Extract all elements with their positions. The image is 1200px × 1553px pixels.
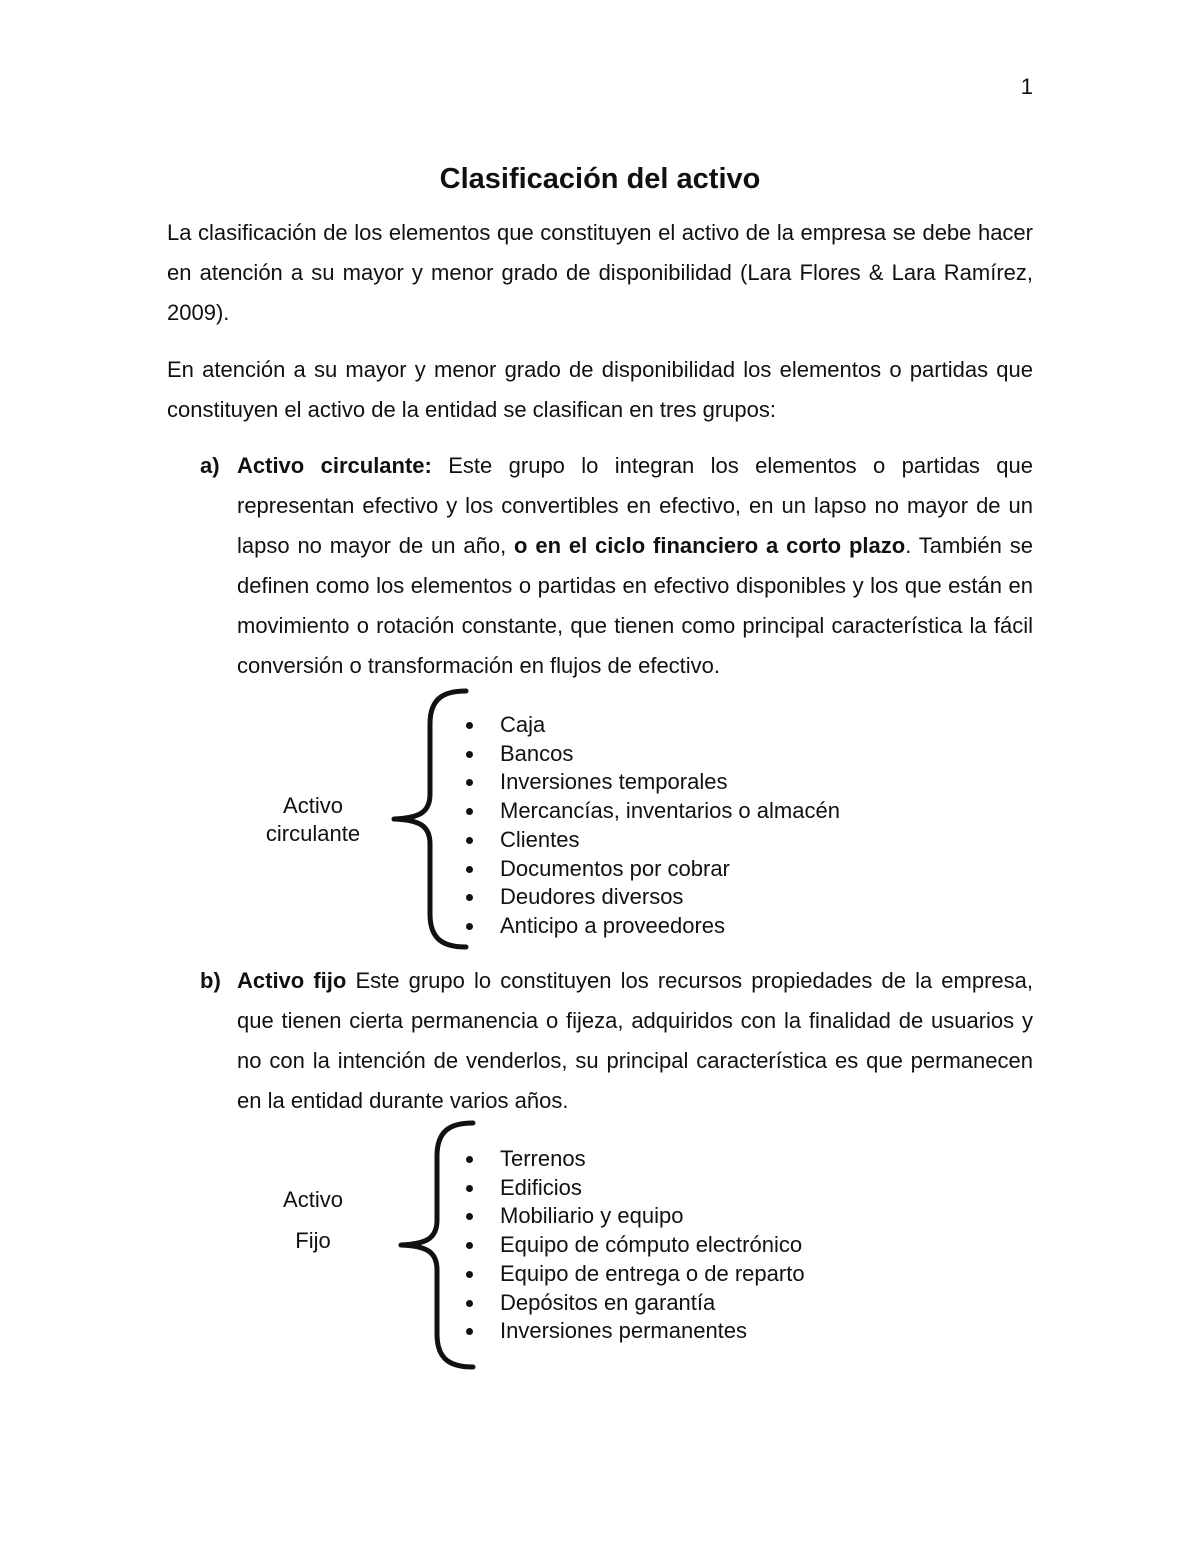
- list-item: Documentos por cobrar: [466, 855, 840, 884]
- bullet-icon: [466, 779, 473, 786]
- list-item: Clientes: [466, 826, 840, 855]
- activo-circulante-list: [466, 711, 840, 941]
- bullet-icon: [466, 894, 473, 901]
- bullet-icon: [466, 1213, 473, 1220]
- section-marker: a): [200, 453, 220, 478]
- bullet-icon: [466, 837, 473, 844]
- section-heading: Activo circulante:: [237, 453, 432, 478]
- section-text: [237, 446, 1033, 686]
- diagram-label-line2: Fijo: [295, 1228, 331, 1253]
- groups-paragraph: En atención a su mayor y menor grado de disponibilidad los elementos o partidas que constituyen el activo de la entidad se clasifican en tres grupos:: [167, 357, 1033, 422]
- section-text-body: Este grupo lo constituyen los recursos propiedades de la empresa, que tienen cierta permanencia o fijeza, adquiridos con la finalidad de usuarios y no con la intención de venderlos, su principal característica es que permanecen en la entidad durante varios años.: [237, 968, 1034, 1113]
- section-heading: Activo fijo: [237, 968, 347, 993]
- list-item: Deudores diversos: [466, 883, 840, 912]
- diagram-label-activo-fijo: [243, 1179, 383, 1261]
- section-activo-fijo: [200, 961, 1033, 1121]
- list-item: Bancos: [466, 740, 840, 769]
- list-item: Mobiliario y equipo: [466, 1202, 805, 1231]
- section-marker: b): [200, 968, 221, 993]
- bullet-icon: [466, 722, 473, 729]
- list-item: Edificios: [466, 1174, 805, 1203]
- bullet-icon: [466, 1156, 473, 1163]
- diagram-label-line1: Activo: [283, 1187, 343, 1212]
- list-item: Inversiones temporales: [466, 768, 840, 797]
- section-text: [237, 961, 1033, 1121]
- bullet-icon: [466, 808, 473, 815]
- list-item: Depósitos en garantía: [466, 1289, 805, 1318]
- bullet-icon: [466, 1300, 473, 1307]
- list-item: Mercancías, inventarios o almacén: [466, 797, 840, 826]
- bullet-icon: [466, 866, 473, 873]
- list-item: Caja: [466, 711, 840, 740]
- activo-fijo-list: [466, 1145, 805, 1346]
- section-text-part2: . También se definen como los elementos o partidas en efectivo disponibles y los que están en movimiento o rotación constante, que tienen como principal característica la fácil conversión o transformación en flujos de efectivo.: [237, 533, 1033, 678]
- bullet-icon: [466, 1328, 473, 1335]
- page-title: Clasificación del activo: [439, 163, 761, 195]
- list-item: Anticipo a proveedores: [466, 912, 840, 941]
- diagram-label-line2: circulante: [265, 821, 361, 846]
- bullet-icon: [466, 751, 473, 758]
- curly-brace-fijo: [397, 1120, 477, 1370]
- intro-paragraph: La clasificación de los elementos que constituyen el activo de la empresa se debe hacer en atención a su mayor y menor grado de disponibilidad (Lara Flores & Lara Ramírez, 2009).: [167, 220, 1033, 325]
- list-item: Equipo de cómputo electrónico: [466, 1231, 805, 1260]
- section-bold-phrase: o en el ciclo financiero a corto plazo: [514, 533, 906, 558]
- page-number: 1: [1020, 74, 1033, 99]
- list-item: Equipo de entrega o de reparto: [466, 1260, 805, 1289]
- diagram-label-line1: Activo: [283, 793, 343, 818]
- list-item: Terrenos: [466, 1145, 805, 1174]
- bullet-icon: [466, 1242, 473, 1249]
- list-item: Inversiones permanentes: [466, 1317, 805, 1346]
- diagram-label-activo-circulante: [243, 792, 383, 848]
- section-text-part1: Este grupo lo integran los elementos o partidas que representan efectivo y los convertibles en efectivo, en un lapso no mayor de un lapso no mayor de un año,: [237, 453, 1033, 558]
- bullet-icon: [466, 923, 473, 930]
- bullet-icon: [466, 1271, 473, 1278]
- section-activo-circulante: [200, 446, 1033, 686]
- bullet-icon: [466, 1185, 473, 1192]
- curly-brace-circulante: [390, 688, 470, 950]
